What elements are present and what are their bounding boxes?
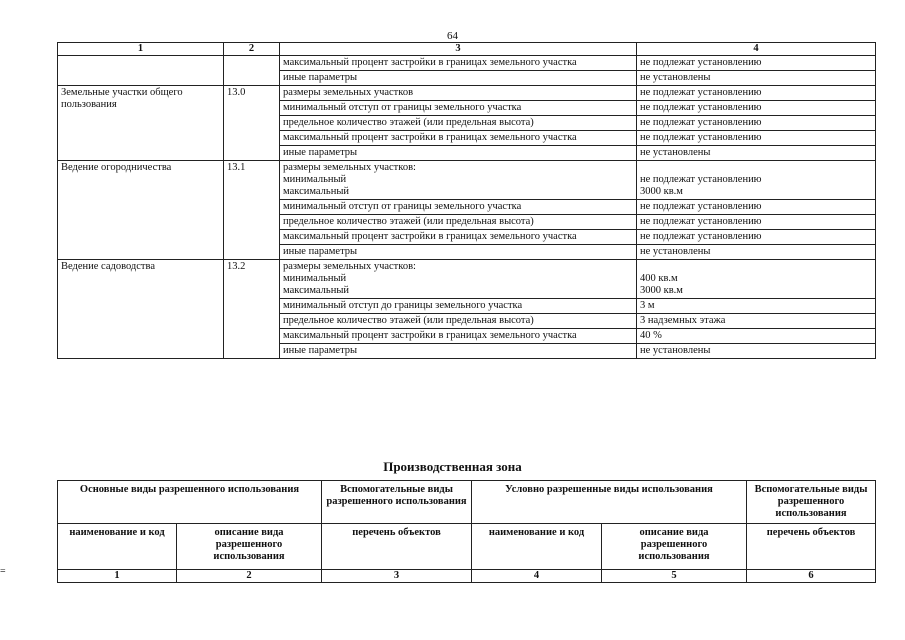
param-label: иные параметры [280, 71, 637, 86]
param-value: 40 % [637, 329, 876, 344]
param-value: 3 надземных этажа [637, 314, 876, 329]
column-header: 2 [224, 43, 280, 56]
param-value: не подлежат установлению [637, 131, 876, 146]
group-header-aux-uses-2: Вспомогательные виды разрешенного использования [747, 481, 876, 524]
group-header-aux-uses: Вспомогательные виды разрешенного использования [322, 481, 472, 524]
param-value: не установлены [637, 146, 876, 161]
table-row [58, 86, 876, 101]
page-number: 64 [447, 30, 458, 42]
sub-header: наименование и код [58, 524, 177, 570]
param-value: не подлежат установлению [637, 215, 876, 230]
use-code: 13.0 [224, 86, 280, 161]
param-value: не установлены [637, 71, 876, 86]
sub-header: наименование и код [472, 524, 602, 570]
param-value: не подлежат установлению [637, 86, 876, 101]
param-label-sizes [280, 260, 637, 299]
param-value-sizes [637, 161, 876, 200]
param-label: минимальный отступ от границы земельного участка [280, 101, 637, 116]
zone-table-header [57, 480, 876, 583]
param-label: иные параметры [280, 344, 637, 359]
column-number: 3 [322, 570, 472, 583]
param-label: минимальный отступ от границы земельного участка [280, 200, 637, 215]
param-value-sizes [637, 260, 876, 299]
param-value: 3 м [637, 299, 876, 314]
use-name [58, 56, 224, 86]
use-name: Ведение садоводства [58, 260, 224, 359]
param-label: размеры земельных участков [280, 86, 637, 101]
use-code: 13.1 [224, 161, 280, 260]
table-header-row [58, 43, 876, 56]
param-value-max: 3000 кв.м [640, 285, 683, 296]
sub-header-row [58, 524, 876, 570]
column-number: 4 [472, 570, 602, 583]
param-value: не подлежат установлению [637, 200, 876, 215]
param-label: предельное количество этажей (или предельная высота) [280, 116, 637, 131]
param-sub-min: минимальный [283, 273, 347, 284]
group-header-conditional-uses: Условно разрешенные виды использования [472, 481, 747, 524]
param-label: предельное количество этажей (или предельная высота) [280, 314, 637, 329]
param-label: иные параметры [280, 146, 637, 161]
margin-mark: = [0, 566, 6, 577]
param-value-max: 3000 кв.м [640, 186, 683, 197]
use-code [224, 56, 280, 86]
param-label: максимальный процент застройки в границах земельного участка [280, 131, 637, 146]
param-label: иные параметры [280, 245, 637, 260]
sub-header: перечень объектов [747, 524, 876, 570]
sub-header: перечень объектов [322, 524, 472, 570]
column-number: 6 [747, 570, 876, 583]
param-sub-max: максимальный [283, 285, 349, 296]
param-label: минимальный отступ до границы земельного участка [280, 299, 637, 314]
column-number: 2 [177, 570, 322, 583]
param-label: максимальный процент застройки в границах земельного участка [280, 230, 637, 245]
use-code: 13.2 [224, 260, 280, 359]
param-value: не подлежат установлению [637, 230, 876, 245]
table-row [58, 56, 876, 71]
use-name: Ведение огородничества [58, 161, 224, 260]
group-header-row [58, 481, 876, 524]
table-row [58, 260, 876, 299]
param-value: не установлены [637, 344, 876, 359]
param-value-min: не подлежат установлению [640, 174, 762, 185]
regulations-table [57, 42, 876, 359]
group-header-main-uses: Основные виды разрешенного использования [58, 481, 322, 524]
param-label: предельное количество этажей (или предельная высота) [280, 215, 637, 230]
use-name: Земельные участки общего пользования [58, 86, 224, 161]
column-header: 1 [58, 43, 224, 56]
section-title: Производственная зона [383, 459, 522, 474]
column-number: 5 [602, 570, 747, 583]
param-value: не подлежат установлению [637, 56, 876, 71]
column-number: 1 [58, 570, 177, 583]
param-value: не подлежат установлению [637, 116, 876, 131]
column-header: 3 [280, 43, 637, 56]
column-number-row [58, 570, 876, 583]
table-row [58, 161, 876, 200]
sub-header: описание вида разрешенного использования [602, 524, 747, 570]
param-label: максимальный процент застройки в границах земельного участка [280, 56, 637, 71]
param-sub-max: максимальный [283, 186, 349, 197]
param-label-sizes [280, 161, 637, 200]
sub-header: описание вида разрешенного использования [177, 524, 322, 570]
param-value: не установлены [637, 245, 876, 260]
param-label: максимальный процент застройки в границах земельного участка [280, 329, 637, 344]
param-sub-min: минимальный [283, 174, 347, 185]
param-label: размеры земельных участков: [283, 162, 416, 173]
column-header: 4 [637, 43, 876, 56]
param-value: не подлежат установлению [637, 101, 876, 116]
param-value-min: 400 кв.м [640, 273, 678, 284]
param-label: размеры земельных участков: [283, 261, 416, 272]
